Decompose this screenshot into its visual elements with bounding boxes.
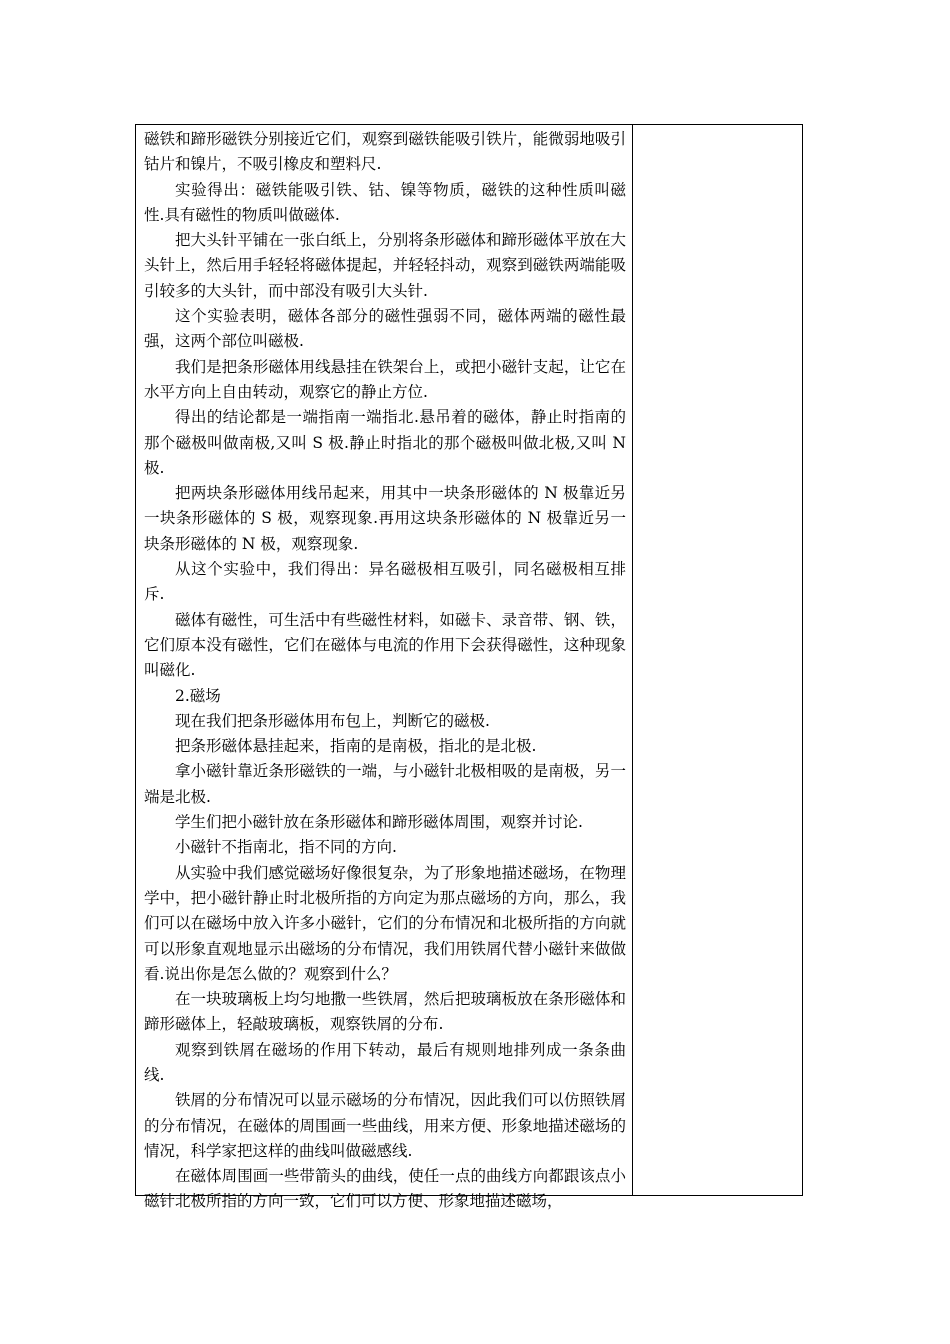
- paragraph: 小磁针不指南北，指不同的方向.: [175, 838, 397, 857]
- paragraph: 实验得出：磁铁能吸引铁、钴、镍等物质，磁铁的这种性质叫磁性.具有磁性的物质叫做磁体.: [144, 180, 626, 224]
- paragraph: 在一块玻璃板上均匀地撒一些铁屑，然后把玻璃板放在条形磁体和蹄形磁体上，轻敲玻璃板，观察铁屑的分布.: [144, 990, 626, 1034]
- paragraph: 得出的结论都是一端指南一端指北.悬吊着的磁体，静止时指南的那个磁极叫做南极,又叫 S 极.静止时指北的那个磁极叫做北极,又叫 N 极.: [144, 408, 626, 477]
- paragraph: 铁屑的分布情况可以显示磁场的分布情况，因此我们可以仿照铁屑的分布情况，在磁体的周围画一些曲线，用来方便、形象地描述磁场的情况，科学家把这样的曲线叫做磁感线.: [144, 1091, 626, 1160]
- paragraph: 观察到铁屑在磁场的作用下转动，最后有规则地排列成一条条曲线.: [144, 1040, 626, 1084]
- paragraph: 磁铁和蹄形磁铁分别接近它们，观察到磁铁能吸引铁片，能微弱地吸引钴片和镍片，不吸引橡皮和塑料尺.: [144, 130, 626, 174]
- paragraph: 把条形磁体悬挂起来，指南的是南极，指北的是北极.: [175, 737, 537, 756]
- paragraph: 把大头针平铺在一张白纸上，分别将条形磁体和蹄形磁体平放在大头针上，然后用手轻轻将磁体提起，并轻轻抖动，观察到磁铁两端能吸引较多的大头针，而中部没有吸引大头针.: [144, 231, 626, 300]
- paragraph: 磁体有磁性，可生活中有些磁性材料，如磁卡、录音带、钢、铁，它们原本没有磁性，它们在磁体与电流的作用下会获得磁性，这种现象叫磁化.: [144, 610, 626, 680]
- lesson-table: [135, 124, 803, 1211]
- content-cell: [136, 125, 633, 1211]
- paragraph: 在磁体周围画一些带箭头的曲线，使任一点的曲线方向都跟该点小磁针北极所指的方向一致，它们可以方便、形象地描述磁场，: [144, 1167, 626, 1211]
- paragraph: 从实验中我们感觉磁场好像很复杂，为了形象地描述磁场，在物理学中，把小磁针静止时北极所指的方向定为那点磁场的方向，那么，我们可以在磁场中放入许多小磁针，它们的分布情况和北极所指的方向就可以形象直观地显示出磁场的分布情况，我们用铁屑代替小磁针来做做看.说出你是怎么做的？观察到什么？: [144, 863, 626, 983]
- paragraph: 现在我们把条形磁体用布包上，判断它的磁极.: [175, 711, 490, 730]
- paragraph: 学生们把小磁针放在条形磁体和蹄形磁体周围，观察并讨论.: [175, 813, 583, 832]
- paragraph: 把两块条形磁体用线吊起来，用其中一块条形磁体的 N 极靠近另一块条形磁体的 S 极，观察现象.再用这块条形磁体的 N 极靠近另一块条形磁体的 N 极，观察现象.: [144, 484, 626, 553]
- paragraph: 从这个实验中，我们得出：异名磁极相互吸引，同名磁极相互排斥.: [144, 560, 626, 604]
- section-heading: 2.磁场: [175, 686, 221, 705]
- notes-cell: [633, 125, 802, 1195]
- paragraph: 这个实验表明，磁体各部分的磁性强弱不同，磁体两端的磁性最强，这两个部位叫磁极.: [144, 307, 626, 351]
- paragraph: 拿小磁针靠近条形磁铁的一端，与小磁针北极相吸的是南极，另一端是北极.: [144, 762, 626, 806]
- paragraph: 我们是把条形磁体用线悬挂在铁架台上，或把小磁针支起，让它在水平方向上自由转动，观察它的静止方位.: [144, 357, 626, 401]
